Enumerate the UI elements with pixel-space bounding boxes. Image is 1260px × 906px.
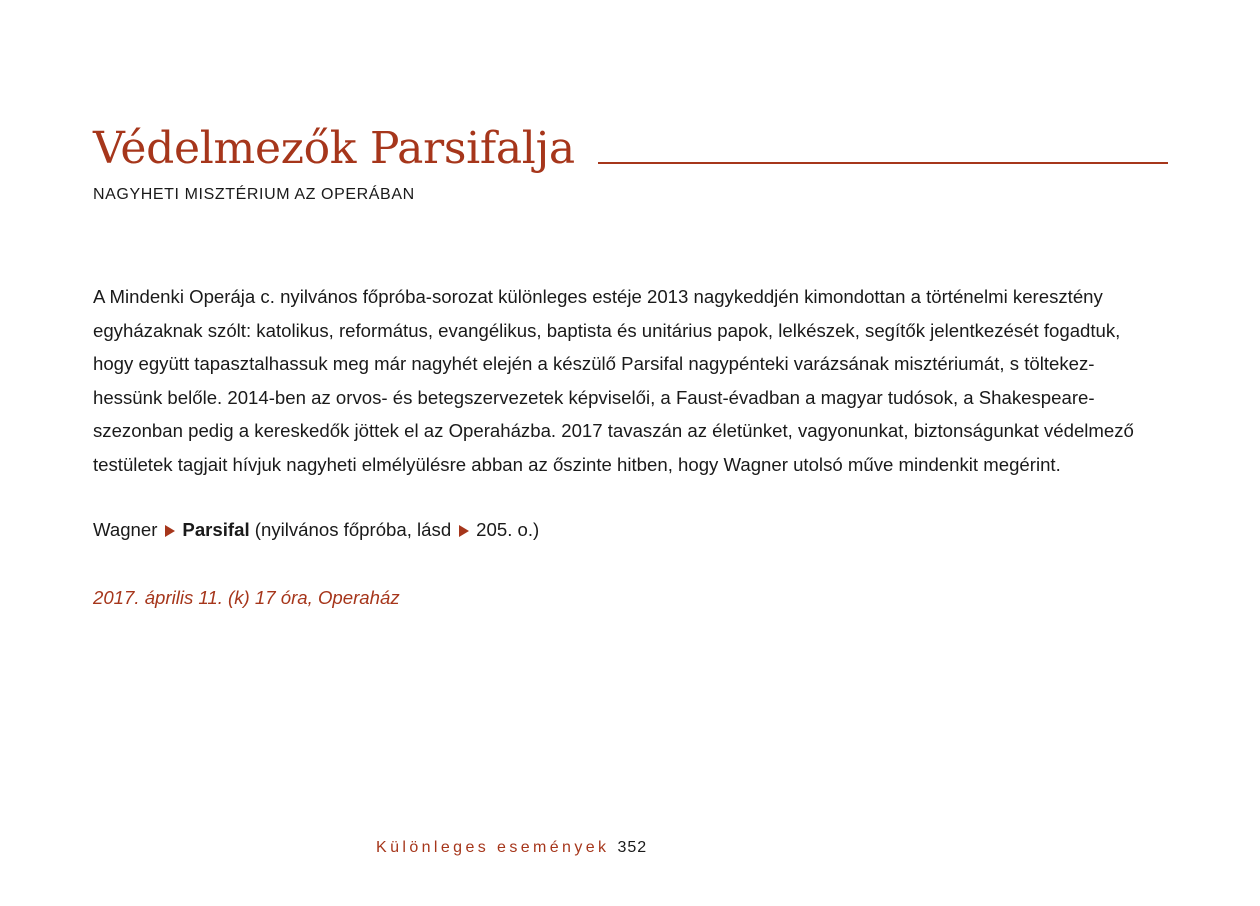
body-line: szezonban pedig a kereskedők jöttek el az Operaházba. 2017 tavaszán az életünket, vagyonunkat, biztonságunkat védelmező — [93, 420, 1134, 441]
body-paragraph — [93, 280, 1173, 481]
page-title: Védelmezők Parsifalja — [93, 123, 575, 174]
body-line: hogy együtt tapasztalhassuk meg már nagyhét elején a készülő Parsifal nagypénteki varázsának misztériumát, s töltekez- — [93, 353, 1095, 374]
title-row — [93, 118, 1168, 180]
work-title[interactable]: Parsifal — [182, 519, 250, 540]
title-rule — [598, 162, 1168, 164]
event-date: 2017. április 11. (k) 17 óra, Operaház — [93, 587, 400, 608]
page-reference[interactable]: 205. o.) — [476, 519, 540, 540]
body-line: egyházaknak szólt: katolikus, református, evangélikus, baptista és unitárius papok, lelkészek, segítők jelentkezését fogadtuk, — [93, 319, 1121, 341]
reference-note: (nyilvános főpróba, lásd — [254, 519, 452, 540]
right-triangle-icon — [459, 525, 469, 537]
body-line: hessünk belőle. 2014-ben az orvos- és betegszervezetek képviselői, a Faust-évadban a magyar tudósok, a Shakespeare- — [93, 386, 1095, 408]
work-reference — [93, 513, 539, 546]
page-footer — [376, 836, 647, 860]
body-line: A Mindenki Operája c. nyilvános főpróba-sorozat különleges estéje 2013 nagykeddjén kimondottan a történelmi keresztény — [93, 286, 1103, 307]
page-subtitle: NAGYHETI MISZTÉRIUM AZ OPERÁBAN — [93, 186, 415, 203]
composer-name: Wagner — [93, 519, 158, 540]
page-number: 352 — [617, 839, 648, 856]
right-triangle-icon — [165, 525, 175, 537]
footer-section-label: Különleges események — [376, 839, 610, 856]
body-line: testületek tagjait hívjuk nagyheti elmélyülésre abban az őszinte hitben, hogy Wagner utolsó műve mindenkit megérint. — [93, 453, 1061, 475]
